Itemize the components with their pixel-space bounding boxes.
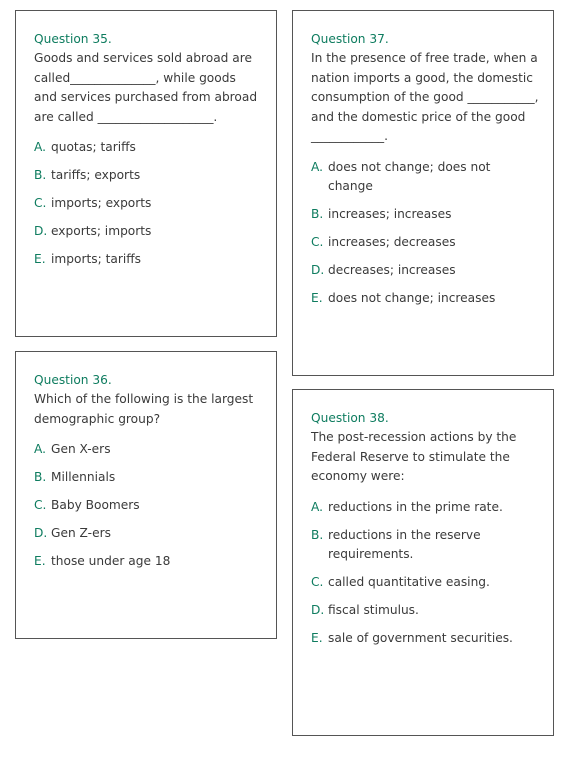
option-c[interactable]: [34, 194, 262, 214]
question-text: In the presence of free trade, when a nation imports a good, the domestic consumption of the good ___________, and the domestic price of the good ____________.: [311, 51, 543, 143]
option-text: decreases; increases: [328, 263, 456, 277]
answer-options: [34, 138, 262, 270]
question-card-37: [292, 10, 554, 376]
option-letter: B.: [34, 168, 47, 182]
option-letter: C.: [34, 196, 47, 210]
option-text: increases; increases: [328, 207, 452, 221]
question-number: Question 36.: [34, 373, 112, 387]
question-card-38: [292, 389, 554, 736]
question-text: Which of the following is the largest demographic group?: [34, 392, 257, 426]
option-e[interactable]: [311, 289, 539, 309]
option-a[interactable]: [311, 158, 539, 197]
option-text: exports; imports: [51, 224, 152, 238]
option-text: reductions in the prime rate.: [328, 499, 503, 514]
option-a[interactable]: [34, 138, 262, 158]
option-text: imports; tariffs: [51, 252, 141, 266]
option-b[interactable]: [311, 205, 539, 225]
question-text: Goods and services sold abroad are called______________, while goods and services purchased from abroad are called ___________________.: [34, 51, 261, 124]
option-text: Baby Boomers: [51, 498, 140, 512]
option-letter: A.: [34, 140, 46, 154]
option-text: imports; exports: [51, 196, 152, 210]
option-letter: E.: [34, 554, 46, 568]
option-text: called quantitative easing.: [328, 575, 490, 589]
option-text: sale of government securities.: [328, 631, 513, 645]
option-letter: B.: [311, 527, 324, 542]
question-number: Question 37.: [311, 32, 389, 46]
option-text: tariffs; exports: [51, 168, 141, 182]
option-text: fiscal stimulus.: [328, 603, 419, 617]
option-text: increases; decreases: [328, 235, 456, 249]
option-letter: E.: [311, 631, 323, 645]
option-text: Gen X-ers: [51, 442, 111, 456]
option-b[interactable]: [311, 526, 539, 565]
option-e[interactable]: [311, 629, 539, 649]
answer-options: [311, 158, 539, 309]
option-text: reductions in the reserve requirements.: [328, 527, 481, 561]
question-card-35: [15, 10, 277, 337]
answer-options: [311, 498, 539, 649]
option-letter: C.: [34, 498, 47, 512]
option-e[interactable]: [34, 552, 262, 572]
answer-options: [34, 440, 262, 572]
question-card-36: [15, 351, 277, 639]
option-letter: A.: [311, 499, 323, 514]
option-a[interactable]: [34, 440, 262, 460]
option-letter: A.: [311, 159, 323, 174]
option-letter: E.: [34, 252, 46, 266]
option-text: Millennials: [51, 470, 116, 484]
option-d[interactable]: [34, 524, 262, 544]
option-letter: B.: [311, 207, 324, 221]
option-letter: D.: [311, 263, 325, 277]
option-d[interactable]: [34, 222, 262, 242]
option-c[interactable]: [311, 573, 539, 593]
option-letter: C.: [311, 235, 324, 249]
option-letter: D.: [34, 526, 48, 540]
option-letter: D.: [311, 603, 325, 617]
question-number: Question 35.: [34, 32, 112, 46]
question-number: Question 38.: [311, 411, 389, 425]
option-d[interactable]: [311, 261, 539, 281]
option-text: quotas; tariffs: [51, 140, 136, 154]
option-letter: C.: [311, 575, 324, 589]
question-text: The post-recession actions by the Federal Reserve to stimulate the economy were:: [311, 430, 521, 483]
option-e[interactable]: [34, 250, 262, 270]
option-d[interactable]: [311, 601, 539, 621]
option-letter: E.: [311, 291, 323, 305]
option-text: Gen Z-ers: [51, 526, 111, 540]
option-letter: A.: [34, 442, 46, 456]
option-a[interactable]: [311, 498, 539, 518]
option-text: does not change; does not change: [328, 159, 491, 193]
option-letter: D.: [34, 224, 48, 238]
option-text: those under age 18: [51, 554, 171, 568]
option-b[interactable]: [34, 468, 262, 488]
option-text: does not change; increases: [328, 291, 496, 305]
option-letter: B.: [34, 470, 47, 484]
option-c[interactable]: [311, 233, 539, 253]
option-c[interactable]: [34, 496, 262, 516]
option-b[interactable]: [34, 166, 262, 186]
